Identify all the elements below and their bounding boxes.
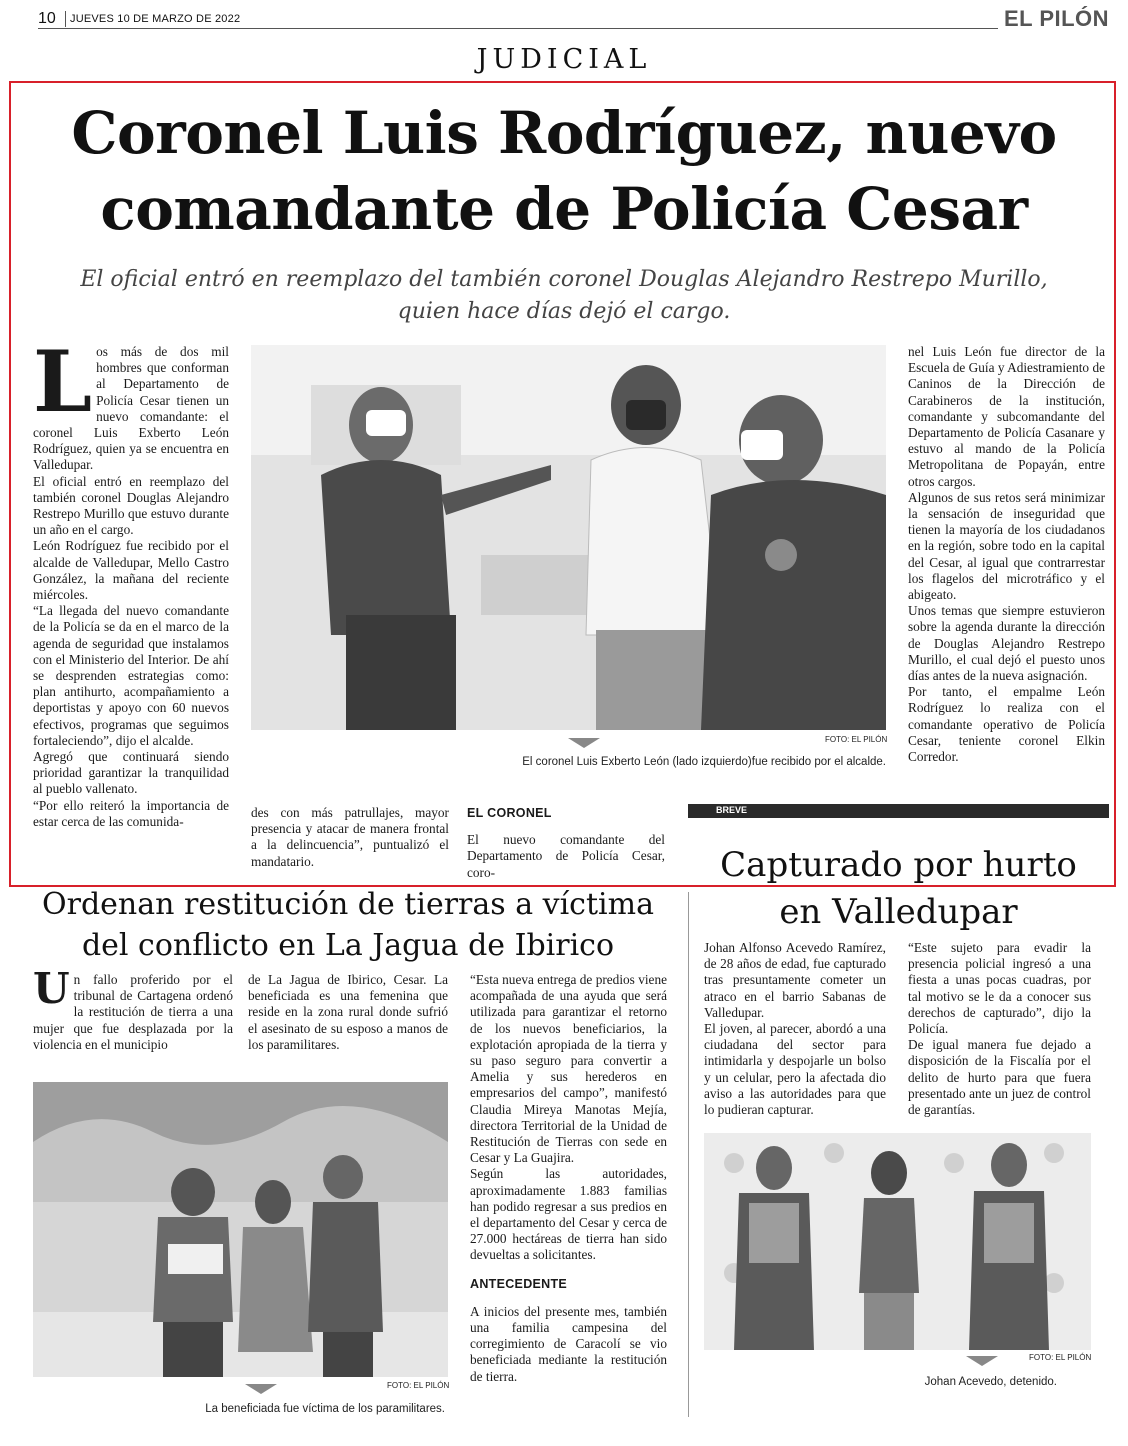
main-col1-p3: León Rodríguez fue recibido por el alcalde de Valledupar, Mello Castro González, la mañana del reciente miércoles. (33, 538, 229, 603)
land-headline-line2: del conflicto en La Jagua de Ibirico (81, 928, 615, 963)
photo-rural-beneficiary (33, 1082, 448, 1377)
main-photo-caption: El coronel Luis Exberto León (lado izquierdo)fue recibido por el alcalde. (522, 756, 886, 768)
main-dropcap: L (33, 332, 93, 431)
page-number: 10 (38, 10, 56, 27)
breve-col2-p2: De igual manera fue dejado a disposición de la Fiscalía por el delito de hurto para que fuera presentado ante un juez de control de garantías. (908, 1037, 1091, 1118)
main-col2-text: des con más patrullajes, mayor presencia y atacar de manera frontal a la delincuencia”, puntualizó el mandatario. (251, 805, 449, 869)
land-headline-line1: Ordenan restitución de tierras a víctima (42, 887, 654, 922)
main-col4-p3: Unos temas que siempre estuvieron sobre la agenda durante la dirección de Douglas Alejandro Restrepo Murillo, el cual dejó el puesto unos días antes de la nueva asignación. (908, 603, 1105, 684)
main-col1-p5: Agregó que continuará siendo prioridad garantizar la tranquilidad al pueblo vallenato. (33, 749, 229, 797)
land-photo-caption: La beneficiada fue víctima de los paramilitares. (205, 1403, 445, 1415)
photo-detainee-with-police (704, 1133, 1091, 1350)
main-deck-line2: quien hace días dejó el cargo. (397, 299, 731, 324)
main-col4-p1: nel Luis León fue director de la Escuela de Guía y Adiestramiento de Caninos de la Dirección de Carabineros de la institución, comandante y subcomandante del Departamento de Policía Casanare y estuvo al mando de la Policía Metropolitana de Popayán, entre otros cargos. (908, 344, 1105, 489)
main-deck-line1: El oficial entró en reemplazo del también coronel Douglas Alejandro Restrepo Murillo, (80, 267, 1048, 292)
land-col3-p1: “Esta nueva entrega de predios viene acompañada de una ayuda que será utilizada para garantizar el retorno de los nuevos beneficiarios, la explotación apropiada de la tierra y su paso seguro para convertir a Amelia y sus herederos en empresarios del campo”, manifestó Claudia Mireya Manotas Mejía, directora Territorial de la Unidad de Restitución de Tierras con sede en Cesar y La Guajira. (470, 972, 667, 1166)
land-photo-credit: FOTO: EL PILÓN (387, 1381, 450, 1390)
land-column-2 (248, 972, 448, 1053)
breve-photo-credit: FOTO: EL PILÓN (1029, 1353, 1092, 1362)
main-headline-line1: Coronel Luis Rodríguez, nuevo (71, 99, 1057, 167)
main-col3-text: El nuevo comandante del Departamento de Policía Cesar, coro- (467, 832, 665, 880)
land-col2-text: de La Jagua de Ibirico, Cesar. La beneficiada es una femenina que reside en la zona rural donde sufrió el asesinato de su esposo a manos de los paramilitares. (248, 972, 448, 1052)
breve-col2-p1: “Este sujeto para evadir la presencia policial ingresó a una fiesta a unas pocas cuadras, por tal motivo se le da a conocer sus derechos de capturado”, dijo la Policía. (908, 940, 1091, 1037)
land-headline (20, 884, 676, 966)
breve-photo (704, 1133, 1091, 1350)
issue-date: JUEVES 10 DE MARZO DE 2022 (70, 13, 241, 25)
land-photo (33, 1082, 448, 1377)
highlight-box (9, 81, 1116, 887)
breve-column-2 (908, 940, 1091, 1118)
land-column-1 (33, 964, 233, 1053)
main-col1-p4: “La llegada del nuevo comandante de la Policía se da en el marco de la agenda de seguridad que instalamos con el Ministerio del Interior. De ahí se desprenden estrategias como: plan antihurto, acompañamiento a deportistas y apoyo con 60 nuevos efectivos, programas que seguimos fortaleciendo”, dijo el alcalde. (33, 603, 229, 748)
main-photo-credit: FOTO: EL PILÓN (825, 735, 888, 744)
land-col1-text: n fallo proferido por el tribunal de Cartagena ordenó la restitución de tierra a una mujer que fue desplazada por la violencia en el municipio (33, 972, 233, 1052)
main-col1-p6: “Por ello reiteró la importancia de estar cerca de las comunida- (33, 797, 229, 829)
land-col3-p2: Según las autoridades, aproximadamente 1.883 familias han podido regresar a sus predios en el departamento del Cesar y cerca de 27.000 hectáreas de tierra han sido devueltas a solicitantes. (470, 1166, 667, 1263)
main-col1-first: os más de dos mil hombres que conforman al Departamento de Policía Cesar tienen un nuevo comandante: el coronel Luis Exberto León Rodríguez, quien ya se encuentra en Valledupar. (33, 344, 229, 473)
newspaper-logo: EL PILÓN (1004, 6, 1110, 31)
land-column-3 (470, 972, 667, 1385)
column-rule (688, 892, 689, 1417)
header-separator (65, 11, 66, 27)
main-col4-p4: Por tanto, el empalme León Rodríguez lo realiza con el comandante operativo de Policía Cesar, teniente coronel Elkin Corredor. (908, 684, 1105, 765)
breve-headline-line1: Capturado por hurto (720, 845, 1077, 885)
breve-photo-caption: Johan Acevedo, detenido. (924, 1376, 1057, 1388)
section-title: JUDICIAL (476, 44, 652, 75)
breve-column-1 (704, 940, 886, 1118)
header-rule (38, 28, 998, 29)
breve-tag: BREVE (716, 805, 748, 815)
main-col4-p2: Algunos de sus retos será minimizar la sensación de inseguridad que tienen la mayoría de los ciudadanos en la región, sobre todo en la capital del Cesar, al igual que contrarrestar los flagelos del microtráfico y el abigeato. (908, 489, 1105, 603)
main-col3-subhead: EL CORONEL (467, 806, 552, 820)
caption-arrow-icon (245, 1384, 277, 1394)
land-dropcap: U (33, 964, 70, 1013)
land-col3-p3: A inicios del presente mes, también una familia campesina del corregimiento de Caracolí se vio beneficiada mediante la restitución de tierra. (470, 1303, 667, 1384)
caption-arrow-icon (966, 1356, 998, 1366)
land-col3-subhead: ANTECEDENTE (470, 1276, 568, 1291)
main-col1-p2: El oficial entró en reemplazo del también coronel Douglas Alejandro Restrepo Murillo que estuvo durante un año en el cargo. (33, 473, 229, 538)
breve-headline-line2: en Valledupar (779, 892, 1018, 932)
breve-col1-p1: Johan Alfonso Acevedo Ramírez, de 28 años de edad, fue capturado tras presuntamente cometer un atraco en el barrio Sabanas de Valledupar. (704, 940, 886, 1020)
breve-col1-p2: El joven, al parecer, abordó a una ciudadana del sector para intimidarla y despojarle un bolso y un celular, pero la afectada dio aviso a las autoridades para que lo pudieran capturar. (704, 1021, 886, 1118)
main-headline-line2: comandante de Policía Cesar (100, 175, 1028, 243)
